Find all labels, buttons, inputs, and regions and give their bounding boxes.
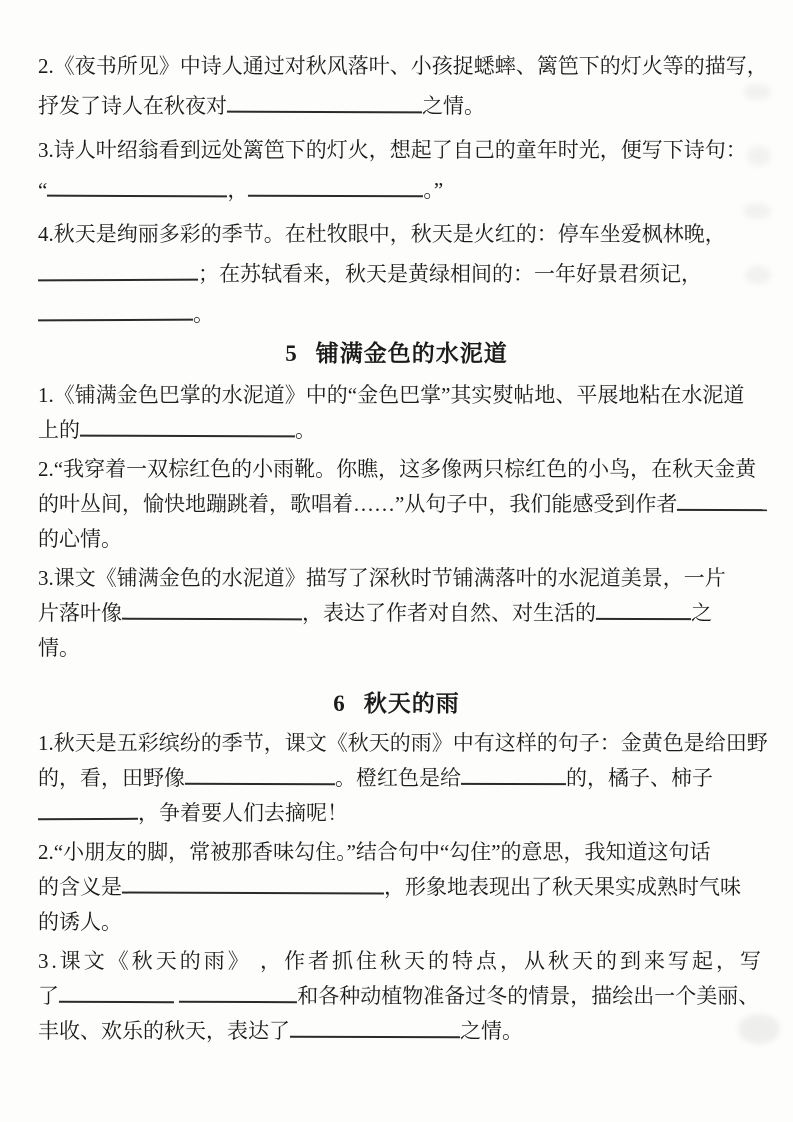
- text-line: [38, 561, 755, 596]
- fill-in-blank: [179, 987, 297, 1003]
- text-segment: “: [38, 178, 48, 202]
- text-segment: ，: [227, 178, 249, 202]
- text-line: [38, 631, 755, 666]
- question-item: [38, 130, 755, 210]
- text-line: [38, 979, 760, 1014]
- fill-in-blank: [227, 97, 422, 114]
- text-line: [38, 130, 755, 170]
- scan-artifact: [738, 1014, 780, 1044]
- fill-in-blank: [290, 1022, 460, 1039]
- text-segment: 1.秋天是五彩缤纷的季节，课文《秋天的雨》中有这样的句子：金黄色是给田野: [38, 731, 768, 755]
- section-number: 5: [285, 341, 298, 366]
- text-segment: 。: [193, 302, 214, 326]
- text-line: [38, 86, 755, 126]
- fill-in-blank: [80, 421, 295, 438]
- text-segment: 的，橘子、柿子: [566, 766, 713, 790]
- text-line: [38, 294, 755, 334]
- text-line: [38, 170, 755, 210]
- scan-artifact: [745, 266, 771, 284]
- text-segment: 。橙红色是给: [335, 766, 461, 790]
- section-heading: [38, 690, 755, 718]
- text-line: [38, 378, 755, 413]
- question-item: [38, 944, 764, 1049]
- text-segment: 2.“我穿着一双棕红色的小雨靴。你瞧，这多像两只棕红色的小鸟，在秋天金黄: [38, 457, 757, 481]
- text-segment: 。: [295, 418, 316, 442]
- text-line: [38, 726, 768, 761]
- text-line: [38, 870, 755, 905]
- section: [38, 340, 755, 666]
- text-line: [38, 46, 768, 86]
- text-segment: 2.《夜书所见》中诗人通过对秋风落叶、小孩捉蟋蟀、篱笆下的灯火等的描写，: [38, 54, 768, 78]
- text-segment: 3.课文《秋天的雨》 ，作者抓住秋天的特点，从秋天的到来写起，写: [38, 949, 764, 973]
- fill-in-blank: [248, 181, 423, 198]
- text-line: [38, 835, 755, 870]
- text-line: [38, 214, 755, 254]
- fill-in-blank: [677, 495, 767, 511]
- text-segment: 的心情。: [38, 527, 122, 551]
- fill-in-blank: [47, 181, 227, 198]
- question-item: [38, 378, 755, 448]
- text-segment: 的，看，田野像: [38, 766, 185, 790]
- scan-artifact: [747, 146, 771, 166]
- question-item: [38, 835, 755, 940]
- fill-in-blank: [185, 769, 335, 786]
- text-segment: 的含义是: [38, 875, 122, 899]
- text-segment: 之: [691, 601, 712, 625]
- text-line: [38, 1014, 755, 1049]
- scan-artifact: [743, 203, 771, 219]
- fill-in-blank: [122, 604, 302, 621]
- text-line: [38, 796, 755, 831]
- text-line: [38, 254, 755, 294]
- text-segment: 的叶丛间，愉快地蹦跳着，歌唱着……”从句子中，我们能感受到作者: [38, 492, 678, 516]
- text-segment: 和各种动植物准备过冬的情景，描绘出一个美丽、: [297, 984, 760, 1008]
- section: [38, 46, 768, 334]
- text-segment: 之情。: [422, 94, 485, 118]
- question-item: [38, 214, 755, 334]
- scan-artifact: [743, 84, 771, 100]
- text-segment: 3.诗人叶绍翁看到远处篱笆下的灯火，想起了自己的童年时光，便写下诗句：: [38, 138, 747, 162]
- section-number: 6: [333, 691, 346, 716]
- text-segment: 丰收、欢乐的秋天，表达了: [38, 1019, 290, 1043]
- text-segment: 3.课文《铺满金色的水泥道》描写了深秋时节铺满落叶的水泥道美景，一片: [38, 566, 726, 590]
- text-segment: 抒发了诗人在秋夜对: [38, 94, 227, 118]
- text-segment: 了: [38, 984, 59, 1008]
- text-segment: ，形象地表现出了秋天果实成熟时气味: [384, 875, 741, 899]
- section: [38, 690, 768, 1049]
- fill-in-blank: [59, 987, 174, 1003]
- text-line: [38, 413, 755, 448]
- text-line: [38, 522, 755, 557]
- text-segment: ；在苏轼看来，秋天是黄绿相间的：一年好景君须记，: [198, 262, 702, 286]
- fill-in-blank: [122, 878, 384, 895]
- fill-in-blank: [38, 265, 198, 282]
- text-line: [38, 944, 764, 979]
- text-segment: 情。: [38, 636, 80, 660]
- fill-in-blank: [596, 604, 691, 620]
- text-line: [38, 452, 755, 487]
- text-segment: ，争着要人们去摘呢！: [138, 801, 348, 825]
- text-segment: 片落叶像: [38, 601, 122, 625]
- text-line: [38, 487, 755, 522]
- section-title: 秋天的雨: [363, 691, 460, 716]
- question-item: [38, 726, 768, 831]
- text-segment: 1.《铺满金色巴掌的水泥道》中的“金色巴掌”其实熨帖地、平展地粘在水泥道: [38, 383, 745, 407]
- fill-in-blank: [461, 769, 566, 785]
- fill-in-blank: [38, 804, 138, 820]
- fill-in-blank: [38, 305, 193, 322]
- text-line: [38, 905, 755, 940]
- section-heading: [38, 340, 755, 368]
- text-segment: 的诱人。: [38, 910, 122, 934]
- text-line: [38, 596, 755, 631]
- text-segment: 上的: [38, 418, 80, 442]
- text-segment: ，表达了作者对自然、对生活的: [302, 601, 596, 625]
- section-title: 铺满金色的水泥道: [315, 341, 508, 366]
- question-item: [38, 452, 755, 557]
- text-segment: 4.秋天是绚丽多彩的季节。在杜牧眼中，秋天是火红的：停车坐爱枫林晚，: [38, 222, 726, 246]
- question-item: [38, 561, 755, 666]
- text-segment: 2.“小朋友的脚，常被那香味勾住。”结合句中“勾住”的意思，我知道这句话: [38, 840, 711, 864]
- text-line: [38, 761, 755, 796]
- document-content: [38, 46, 768, 1049]
- question-item: [38, 46, 768, 126]
- text-segment: 。”: [423, 178, 444, 202]
- text-segment: 之情。: [460, 1019, 523, 1043]
